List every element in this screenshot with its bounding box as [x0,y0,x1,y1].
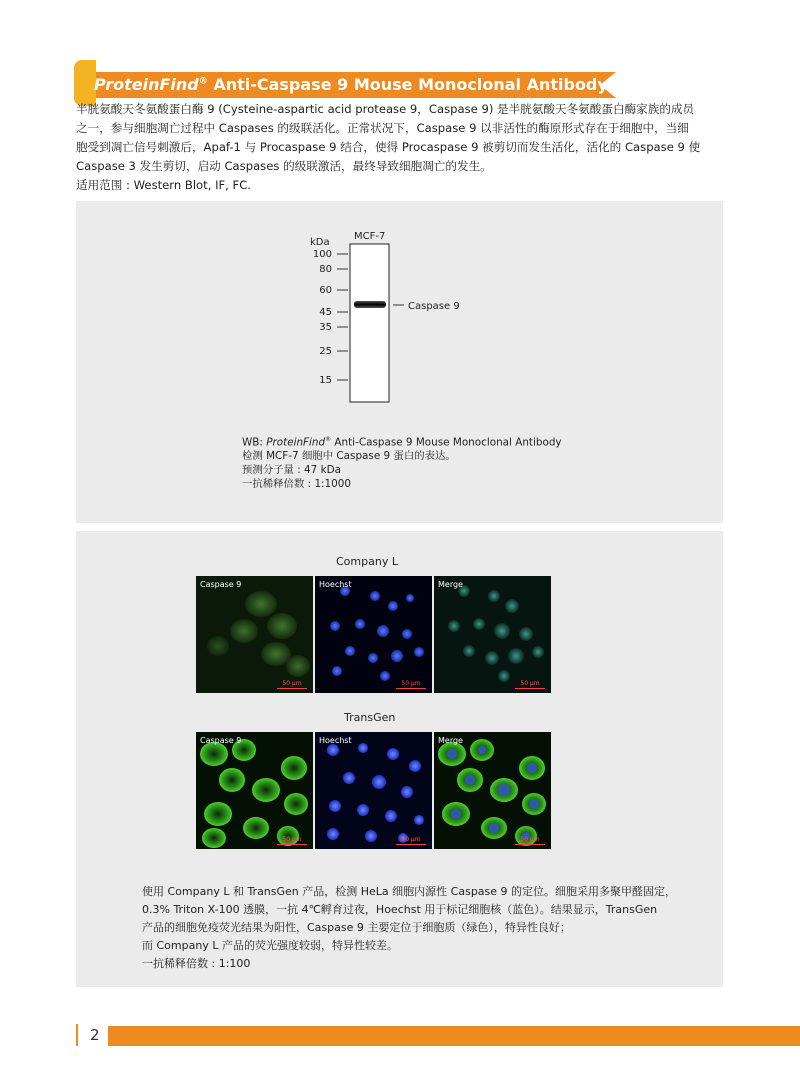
if-image-transgen-caspase9 [196,732,313,849]
marker-label: 45 [319,307,332,318]
if-caption [142,883,702,973]
kda-label: kDa [310,237,330,248]
immunofluorescence-panel [76,531,723,987]
panel-label: Caspase 9 [200,736,242,745]
fluorescence-micrograph [434,576,551,693]
wb-caption-line: 一抗稀释倍数 : 1:1000 [242,478,352,491]
registered-mark: ® [198,76,208,87]
intro-line: 之一，参与细胞凋亡过程中 Caspases 的级联活化。正常状况下，Caspase 9 以非活性的酶原形式存在于细胞中，当细 [76,121,689,135]
brand-name: ProteinFind [94,75,199,94]
footer-bar [108,1026,800,1046]
wb-antibody: Anti-Caspase 9 Mouse Monoclonal Antibody [331,436,562,449]
caspase9-band [354,301,386,308]
intro-text [76,100,726,195]
marker-label: 60 [319,285,332,296]
if-caption-line: 使用 Company L 和 TransGen 产品，检测 HeLa 细胞内源性 Caspase 9 的定位。细胞采用多聚甲醛固定， [142,885,677,898]
if-caption-line: 产品的细胞免疫荧光结果为阳性，Caspase 9 主要定位于细胞质（绿色），特异性良好； [142,921,571,934]
if-image-company-l-hoechst [315,576,432,693]
fluorescence-micrograph [315,576,432,693]
if-image-company-l-merge [434,576,551,693]
scale-bar: 50 μm [515,835,545,845]
panel-label: Hoechst [319,736,352,745]
panel-label: Caspase 9 [200,580,242,589]
fluorescence-micrograph [196,732,313,849]
if-image-transgen-merge [434,732,551,849]
panel-label: Merge [438,580,463,589]
scale-bar: 50 μm [396,679,426,689]
wb-prefix: WB: [242,436,267,449]
fluorescence-micrograph [434,732,551,849]
scale-bar: 50 μm [277,835,307,845]
marker-label: 25 [319,346,332,357]
wb-brand: ProteinFind [266,436,326,449]
group-title-company-l: Company L [336,555,398,568]
intro-applications: 适用范围 : Western Blot, IF, FC. [76,178,251,192]
marker-label: 35 [319,322,332,333]
panel-label: Merge [438,736,463,745]
wb-caption-line: 预测分子量 : 47 kDa [242,464,341,477]
wb-caption-line [242,433,562,449]
wb-caption-line: 检测 MCF-7 细胞中 Caspase 9 蛋白的表达。 [242,450,456,463]
fluorescence-micrograph [315,732,432,849]
if-image-company-l-caspase9 [196,576,313,693]
scale-bar: 50 μm [396,835,426,845]
footer-divider [76,1024,78,1046]
lane-label: MCF-7 [354,231,386,242]
if-image-transgen-hoechst [315,732,432,849]
blot-membrane [350,244,389,402]
band-label: Caspase 9 [408,301,460,312]
panel-label: Hoechst [319,580,352,589]
scale-bar: 50 μm [515,679,545,689]
wb-caption [242,433,562,491]
intro-line: 胞受到凋亡信号刺激后，Apaf-1 与 Procaspase 9 结合，使得 Procaspase 9 被剪切而发生活化，活化的 Caspase 9 使 [76,140,701,154]
if-caption-line: 而 Company L 产品的荧光强度较弱，特异性较差。 [142,939,398,952]
marker-ladder [313,249,348,386]
fluorescence-micrograph [196,576,313,693]
marker-label: 80 [319,264,332,275]
marker-label: 15 [319,375,332,386]
marker-label: 100 [312,249,332,260]
intro-line: 半胱氨酸天冬氨酸蛋白酶 9 (Cysteine-aspartic acid protease 9，Caspase 9) 是半胱氨酸天冬氨酸蛋白酶家族的成员 [76,102,695,116]
wb-reg: ® [325,436,332,443]
if-caption-line: 0.3% Triton X-100 透膜，一抗 4℃孵育过夜，Hoechst 用于标记细胞核（蓝色）。结果显示，TransGen [142,903,658,916]
if-caption-line: 一抗稀释倍数 : 1:100 [142,957,251,970]
western-blot-figure [76,201,723,431]
product-name: Anti-Caspase 9 Mouse Monoclonal Antibody [207,75,608,94]
page-title [94,75,608,94]
intro-line: Caspase 3 发生剪切，启动 Caspases 的级联激活，最终导致细胞凋亡的发生。 [76,159,492,173]
western-blot-panel [76,201,723,523]
page-number: 2 [90,1026,100,1044]
group-title-transgen: TransGen [344,711,396,724]
title-banner [74,70,616,102]
scale-bar: 50 μm [277,679,307,689]
